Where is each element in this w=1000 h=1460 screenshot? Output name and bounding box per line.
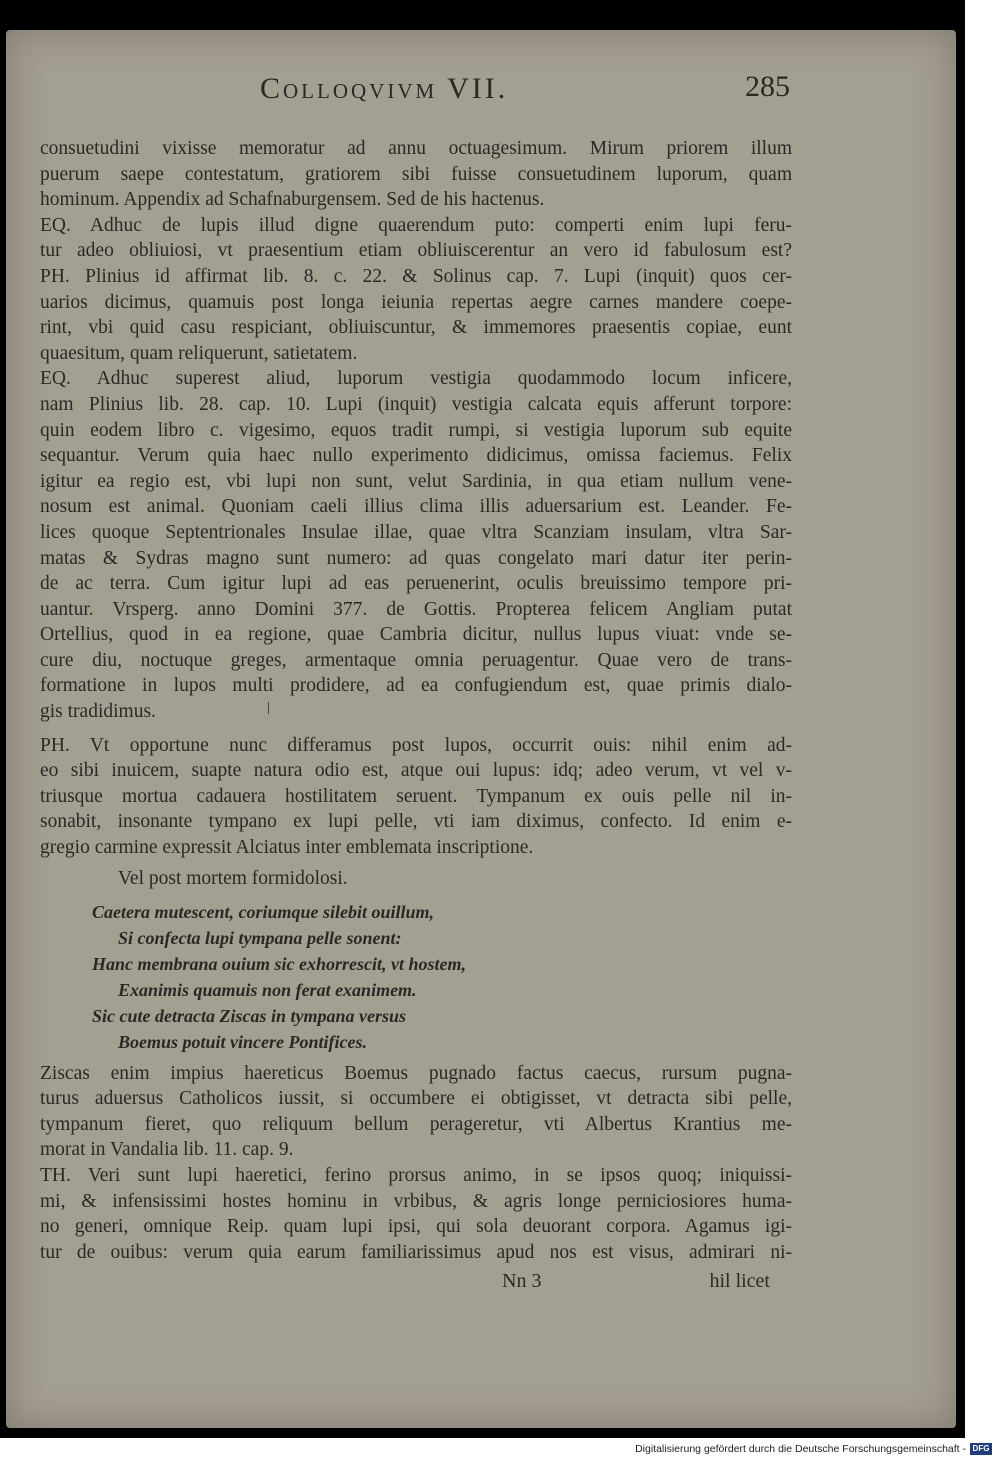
- text-line: sequantur. Verum quia haec nullo experimento didicimus, omissa faciemus. Felix: [40, 445, 792, 467]
- text-line: PH. Plinius id affirmat lib. 8. c. 22. & Solinus cap. 7. Lupi (inquit) quos cer-: [40, 265, 792, 287]
- text-line: tur adeo obliuiosi, vt praesentium etiam obliuiscerentur an vero id fabulosum est?: [40, 240, 792, 262]
- text-line: morat in Vandalia lib. 11. cap. 9.: [40, 1139, 294, 1161]
- text-line: tur de ouibus: verum quia earum familiarissimus apud nos est visus, admirari ni-: [40, 1241, 792, 1263]
- text-line: de ac terra. Cum igitur lupi ad eas peruenerint, oculis breuissimo tempore pri-: [40, 573, 792, 595]
- verse-line: Hanc membrana ouium sic exhorrescit, vt hostem,: [92, 953, 467, 974]
- text-line: mi, & infensissimi hostes hominu in vrbibus, & agris longe perniciosiores huma-: [40, 1190, 792, 1212]
- text-line: sonabit, insonante tympano ex lupi pelle, vti iam diximus, confecto. Id enim e-: [40, 811, 792, 833]
- emblem-verses: [40, 899, 792, 1055]
- paragraph-group-2: [40, 733, 792, 861]
- verse-line: Caetera mutescent, coriumque silebit ouillum,: [92, 901, 435, 922]
- page-header: [260, 70, 790, 112]
- text-line: tympanum fieret, quo reliquum bellum perageretur, vti Albertus Krantius me-: [40, 1113, 792, 1135]
- funding-text: Digitalisierung gefördert durch die Deutsche Forschungsgemeinschaft -: [635, 1443, 966, 1455]
- text-line: EQ. Adhuc de lupis illud digne quaerendum puto: comperti enim lupi feru-: [40, 214, 792, 236]
- signature-mark: Nn 3: [502, 1270, 542, 1292]
- text-line: nosum est animal. Quoniam caeli illius clima illis aduersarium est. Leander. Fe-: [40, 496, 792, 518]
- text-line: Ortellius, quod in ea regione, quae Cambria dicitur, nullus lupus viuat: vnde se-: [40, 624, 792, 646]
- text-line: eo sibi inuicem, suapte natura odio est, atque oui lupus: idq; adeo verum, vt vel v-: [40, 760, 792, 782]
- text-line: puerum saepe contestatum, gratiorem sibi fuisse consuetudinem luporum, quam: [40, 163, 792, 185]
- text-line: formatione in lupos multi prodidere, ad ea confugiendum est, quae primis dialo-: [40, 675, 792, 697]
- text-line: consuetudini vixisse memoratur ad annu octuagesimum. Mirum priorem illum: [40, 138, 792, 159]
- page-footer: [40, 1270, 792, 1300]
- catchword: hil licet: [709, 1270, 770, 1292]
- text-line: Ziscas enim impius haereticus Boemus pugnado factus caecus, rursum pugna-: [40, 1062, 792, 1084]
- text-line: matas & Sydras magno sunt numero: ad quas congelato mari datur iter perin-: [40, 547, 792, 569]
- text-line: cure diu, noctuque greges, armentaque omnia peruagentur. Quae vero de trans-: [40, 649, 792, 671]
- running-title: Colloqvivm VII.: [260, 72, 509, 105]
- text-line: turus aduersus Catholicos iussit, si occumbere ei obtigisset, vt detracta sibi pelle,: [40, 1088, 792, 1110]
- text-line: igitur ea regio est, vbi lupi non sunt, velut Sardinia, in qua etiam nullum vene-: [40, 470, 792, 492]
- text-line: uarios dicimus, quamuis post longa ieiunia repertas aegre carnes mandere coepe-: [40, 291, 792, 313]
- verse-line: Sic cute detracta Ziscas in tympana versus: [92, 1005, 406, 1026]
- text-line: no generi, omnique Reip. quam lupi ipsi, qui sola deuorant corpora. Agamus igi-: [40, 1216, 792, 1238]
- text-line: EQ. Adhuc superest aliud, luporum vestigia quodammodo locum inficere,: [40, 368, 792, 390]
- text-line: rint, vbi quid casu respiciant, obliuiscuntur, & immemores praesentis copiae, eunt: [40, 317, 792, 339]
- text-line: gis tradidimus.: [40, 701, 156, 723]
- verse-line: Boemus potuit vincere Pontifices.: [118, 1031, 367, 1052]
- text-line: gregio carmine expressit Alciatus inter emblemata inscriptione.: [40, 837, 534, 859]
- text-line: quin eodem libro c. vigesimo, equos tradit rumpi, si vestigia luporum sub equite: [40, 419, 792, 441]
- text-line: triusque mortua cadauera hostilitatem seruent. Tympanum ex ouis pelle nil in-: [40, 785, 792, 807]
- main-text: [40, 136, 792, 1265]
- paragraph-group-3: [40, 1061, 792, 1266]
- dfg-logo-icon: DFG: [970, 1443, 992, 1455]
- funding-notice: [635, 1438, 992, 1460]
- paragraph-group-1: [40, 136, 792, 725]
- page-number: 285: [745, 70, 790, 103]
- verse-line: Si confecta lupi tympana pelle sonent:: [118, 927, 402, 948]
- text-line: TH. Veri sunt lupi haeretici, ferino prorsus animo, in se ipsos quoq; iniquissi-: [40, 1165, 792, 1186]
- text-line: quaesitum, quam reliquerunt, satietatem.: [40, 342, 358, 364]
- verse-line: Exanimis quamuis non ferat exanimem.: [118, 979, 417, 1000]
- paragraph-gap: [40, 725, 792, 733]
- text-line: lices quoque Septentrionales Insulae illae, quae vltra Scanziam insulam, vltra Sar-: [40, 521, 792, 543]
- text-line: hominum. Appendix ad Schafnaburgensem. Sed de his hactenus.: [40, 189, 545, 211]
- text-line: nam Plinius lib. 28. cap. 10. Lupi (inquit) vestigia calcata equis afferunt torpore:: [40, 393, 792, 415]
- text-line: uantur. Vrsperg. anno Domini 377. de Gottis. Propterea felicem Angliam putat: [40, 598, 792, 620]
- verse-intro: Vel post mortem formidolosi.: [118, 867, 348, 889]
- text-line: PH. Vt opportune nunc differamus post lupos, occurrit ouis: nihil enim ad-: [40, 734, 792, 756]
